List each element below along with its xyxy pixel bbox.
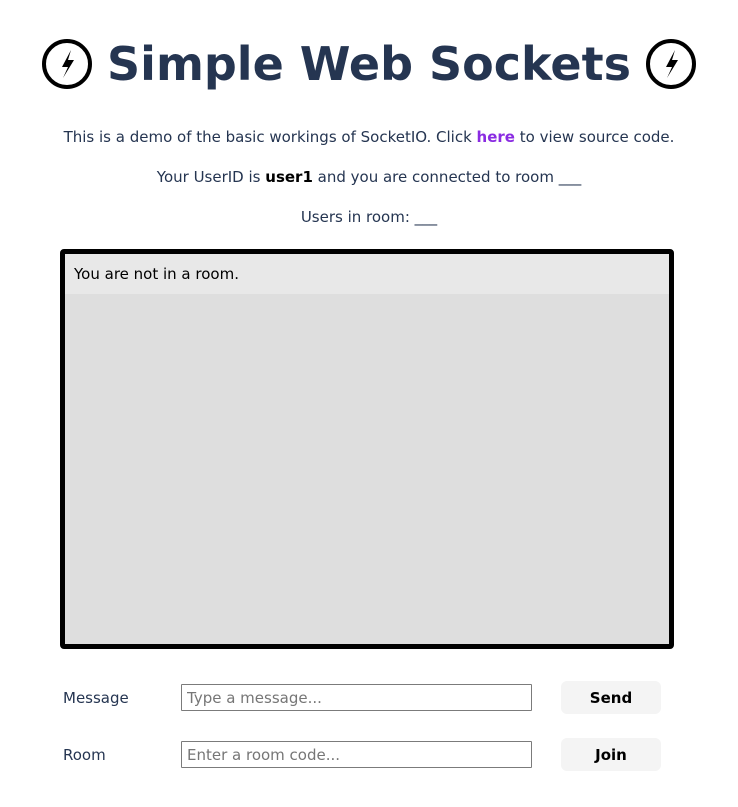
intro-text-before: This is a demo of the basic workings of SocketIO. Click xyxy=(63,128,477,146)
chat-window xyxy=(60,249,674,649)
room-users xyxy=(0,207,738,227)
user-info-before: Your UserID is xyxy=(156,168,266,186)
socketio-logo-icon xyxy=(41,38,93,90)
room-code-input[interactable] xyxy=(181,741,532,768)
user-info-middle: and you are connected to room xyxy=(312,168,559,186)
user-info xyxy=(0,167,738,187)
intro-text xyxy=(0,127,738,147)
join-button[interactable]: Join xyxy=(561,738,661,771)
send-button[interactable]: Send xyxy=(561,681,661,714)
room-users-label: Users in room: xyxy=(300,208,415,226)
message-row xyxy=(0,681,738,715)
page-header xyxy=(0,32,738,96)
room-users-value: ___ xyxy=(414,208,438,226)
page-title: Simple Web Sockets xyxy=(107,37,631,91)
chat-notice: You are not in a room. xyxy=(65,254,669,294)
user-id: user1 xyxy=(265,168,313,186)
source-code-link[interactable]: here xyxy=(476,128,515,146)
intro-text-after: to view source code. xyxy=(514,128,675,146)
current-room: ___ xyxy=(558,168,582,186)
message-input[interactable] xyxy=(181,684,532,711)
socketio-logo-icon xyxy=(645,38,697,90)
message-label: Message xyxy=(63,689,129,707)
room-label: Room xyxy=(63,746,106,764)
room-row xyxy=(0,738,738,772)
